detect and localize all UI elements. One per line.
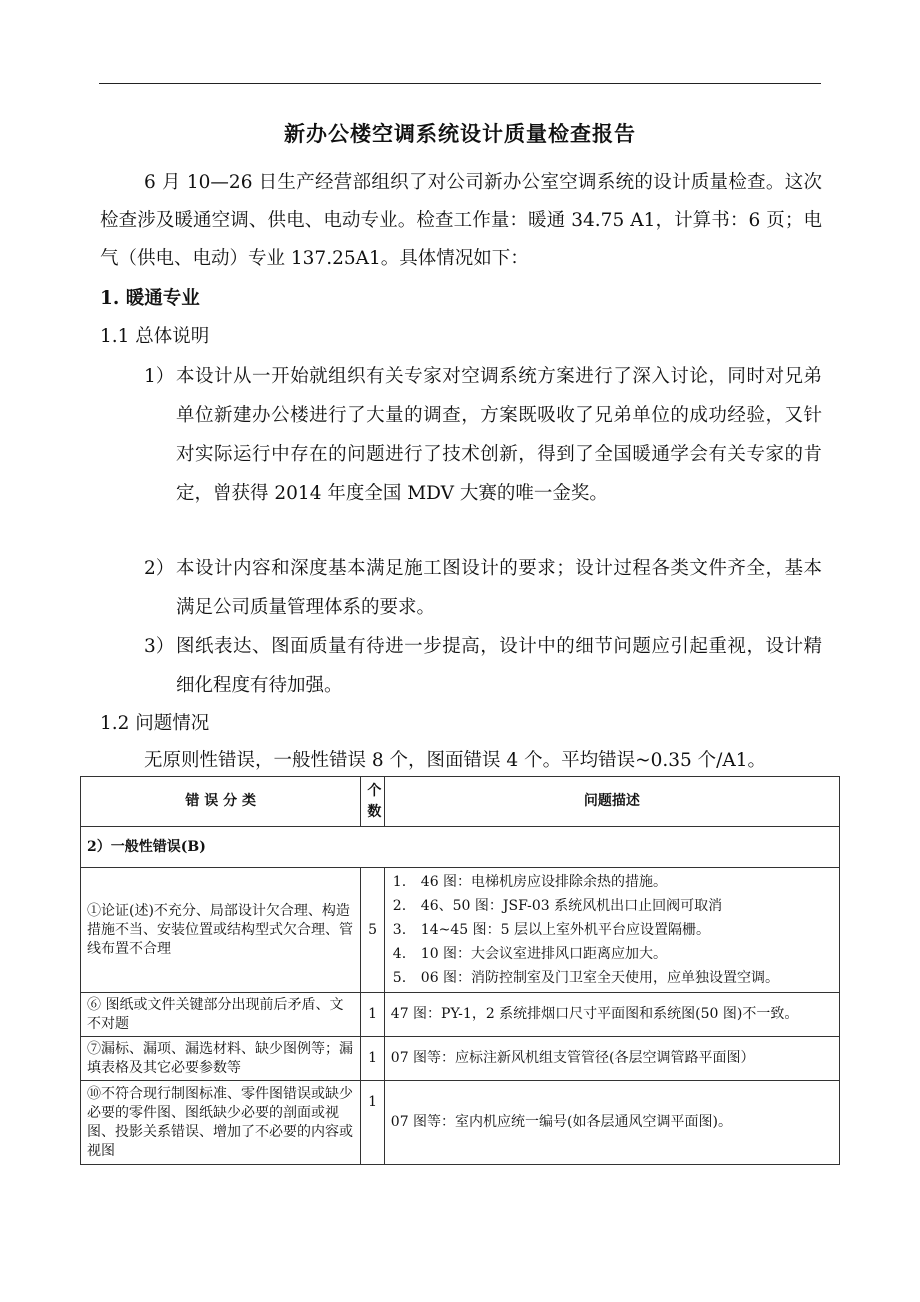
table-row <box>81 1081 840 1165</box>
description-list <box>391 870 833 990</box>
table-row <box>81 993 840 1037</box>
overview-item-2 <box>144 549 822 627</box>
header-category: 错 误 分 类 <box>81 777 361 827</box>
group-label: 2）一般性错误(B) <box>81 827 840 868</box>
error-table <box>80 776 840 1165</box>
overview-item-1 <box>144 357 822 513</box>
overview-item-3 <box>144 627 822 705</box>
list-item: 2. 46、50 图：JSF-03 系统风机出口止回阀可取消 <box>392 898 723 914</box>
item-text: 图纸表达、图面质量有待进一步提高，设计中的细节问题应引起重视，设计精细化程度有待加强。 <box>176 636 822 696</box>
subsection-heading-problems: 1.2 问题情况 <box>100 713 210 734</box>
item-text: 本设计内容和深度基本满足施工图设计的要求；设计过程各类文件齐全，基本满足公司质量管理体系的要求。 <box>176 558 822 618</box>
table-group-row <box>81 827 840 868</box>
row-count: 5 <box>361 868 384 993</box>
item-number: 3） <box>144 636 175 657</box>
row-count: 1 <box>361 1037 384 1081</box>
item-number: 2） <box>144 558 175 579</box>
problem-summary: 无原则性错误，一般性错误 8 个，图面错误 4 个。平均错误~0.35 个/A1。 <box>144 750 767 771</box>
row-category: ⑥ 图纸或文件关键部分出现前后矛盾、文不对题 <box>81 993 361 1037</box>
item-number: 1） <box>144 366 175 387</box>
item-text: 本设计从一开始就组织有关专家对空调系统方案进行了深入讨论，同时对兄弟单位新建办公楼进行了大量的调查，方案既吸收了兄弟单位的成功经验，又针对实际运行中存在的问题进行了技术创新，得到了全国暖通学会有关专家的肯定，曾获得 2014 年度全国 MDV 大赛的唯一金奖。 <box>176 366 822 504</box>
header-description: 问题描述 <box>384 777 839 827</box>
row-description: 07 图等：室内机应统一编号(如各层通风空调平面图)。 <box>384 1081 839 1165</box>
row-category: ⑩不符合现行制图标准、零件图错误或缺少必要的零件图、图纸缺少必要的剖面或视图、投影关系错误、增加了不必要的内容或视图 <box>81 1081 361 1165</box>
table-header-row <box>81 777 840 827</box>
list-item: 3. 14~45 图：5 层以上室外机平台应设置隔栅。 <box>392 922 710 938</box>
list-item: 4. 10 图：大会议室进排风口距离应加大。 <box>392 946 668 962</box>
header-count: 个数 <box>361 777 384 827</box>
list-item: 1. 46 图：电梯机房应设排除余热的措施。 <box>392 874 668 890</box>
list-item: 5. 06 图：消防控制室及门卫室全天使用，应单独设置空调。 <box>392 970 780 986</box>
table-row <box>81 1037 840 1081</box>
row-description <box>384 868 839 993</box>
page-title: 新办公楼空调系统设计质量检查报告 <box>284 121 636 146</box>
subsection-heading-overview: 1.1 总体说明 <box>100 326 210 347</box>
row-count: 1 <box>361 1081 384 1165</box>
section-heading-hvac: 1. 暖通专业 <box>100 288 200 309</box>
row-count: 1 <box>361 993 384 1037</box>
row-description: 47 图：PY-1，2 系统排烟口尺寸平面图和系统图(50 图)不一致。 <box>384 993 839 1037</box>
header-rule <box>99 83 821 84</box>
intro-paragraph: 6 月 10—26 日生产经营部组织了对公司新办公室空调系统的设计质量检查。这次检查涉及暖通空调、供电、电动专业。检查工作量：暖通 34.75 A1，计算书：6 页；电气（供电、电动）专业 137.25A1。具体情况如下： <box>100 172 822 269</box>
row-description: 07 图等：应标注新风机组支管管径(各层空调管路平面图） <box>384 1037 839 1081</box>
table-row <box>81 868 840 993</box>
row-category: ⑦漏标、漏项、漏选材料、缺少图例等；漏填表格及其它必要参数等 <box>81 1037 361 1081</box>
row-category: ①论证(述)不充分、局部设计欠合理、构造措施不当、安装位置或结构型式欠合理、管线布置不合理 <box>81 868 361 993</box>
